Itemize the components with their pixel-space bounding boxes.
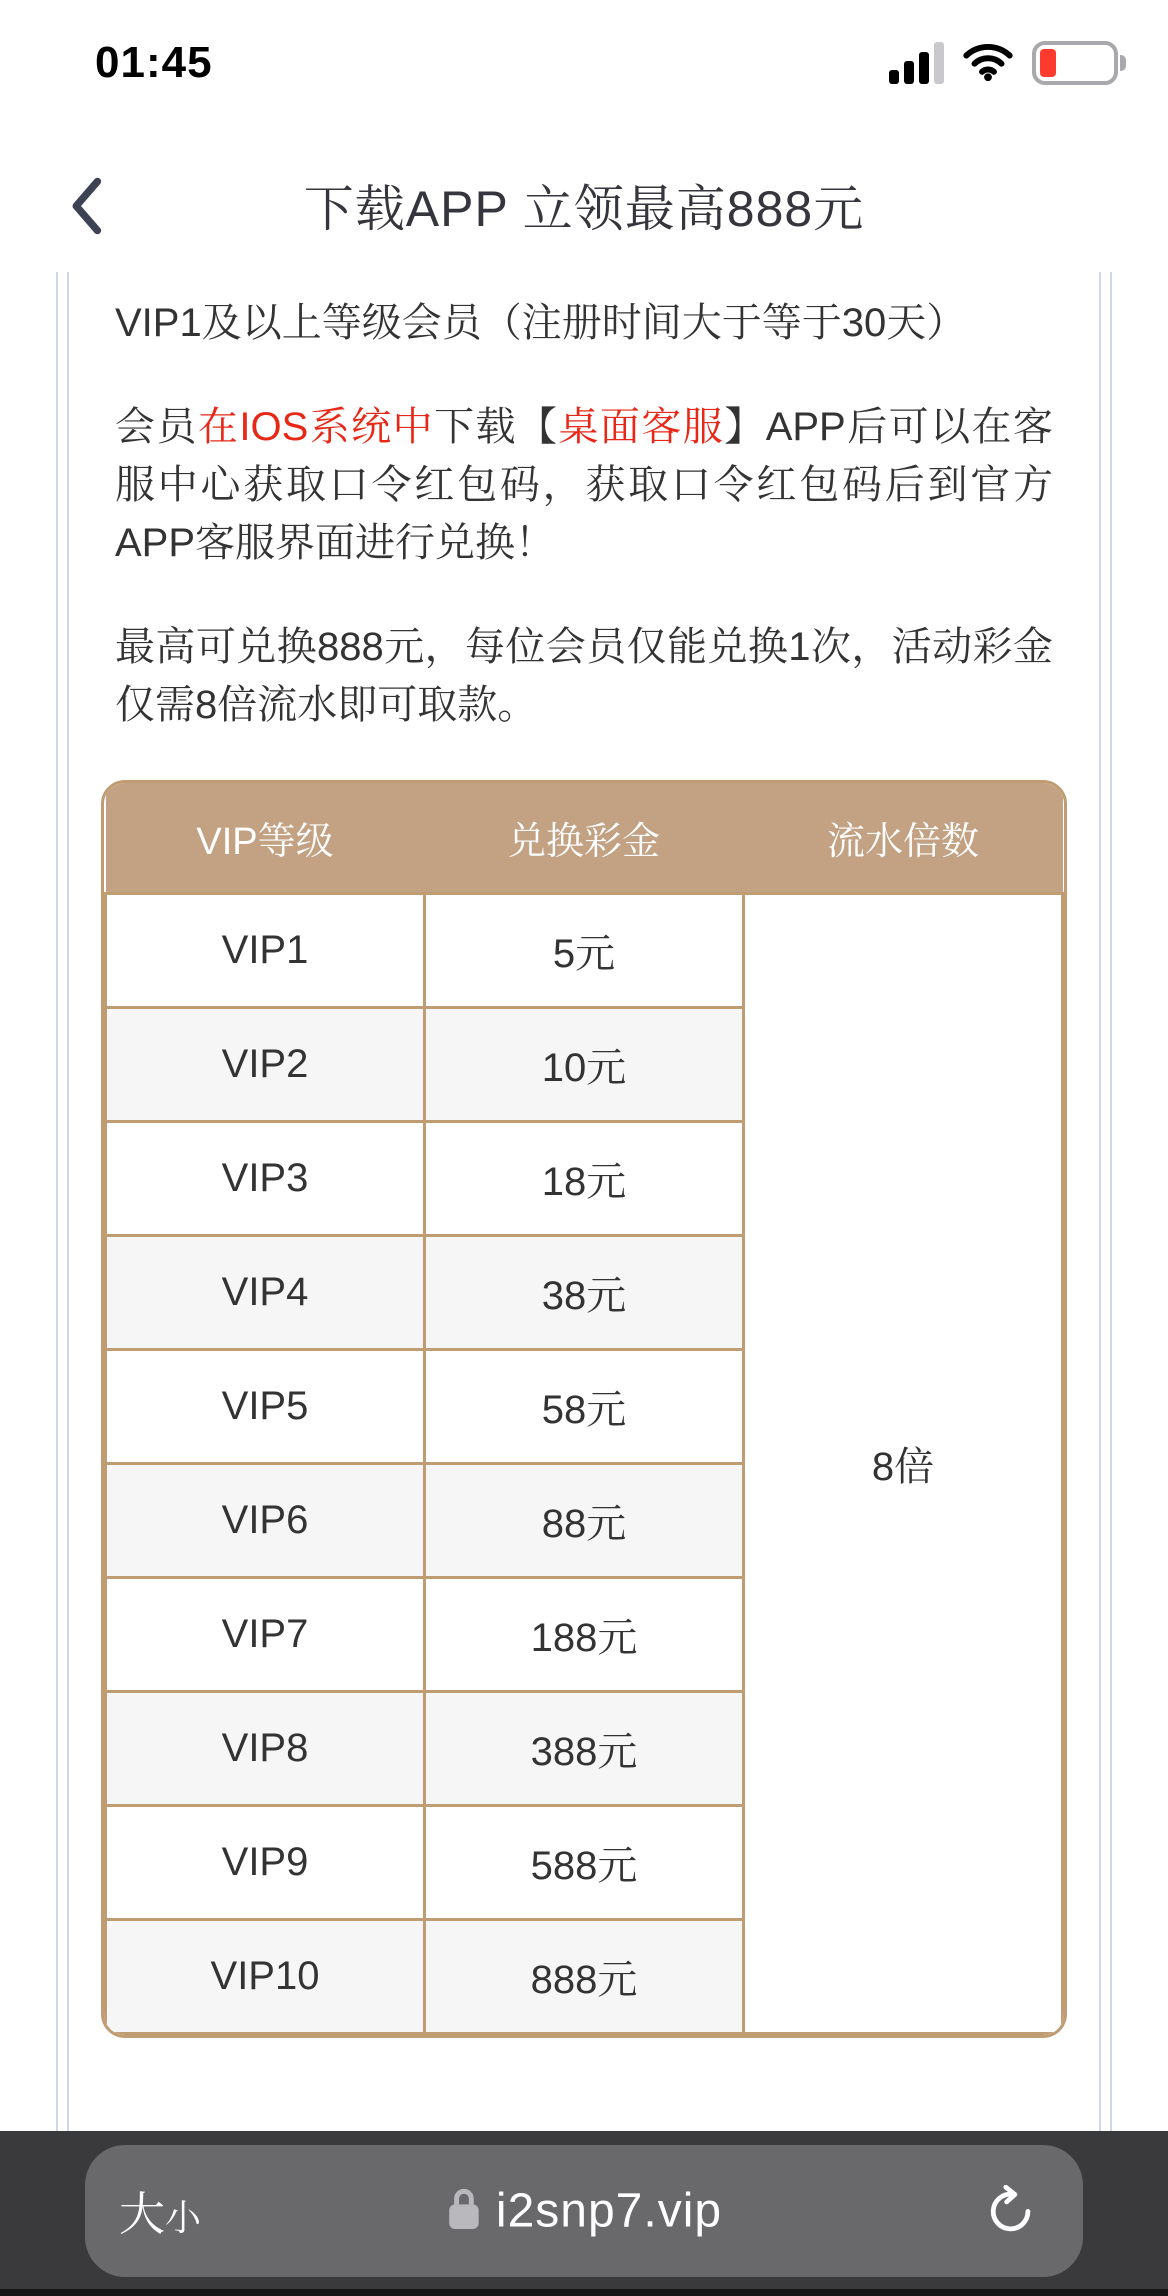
highlight-ios-text: 在IOS系统中 <box>197 405 435 449</box>
paragraph-instructions: 会员在IOS系统中下载【桌面客服】APP后可以在客服中心获取口令红包码，获取口令红包码后到官方APP客服界面进行兑换！ <box>115 405 1054 565</box>
highlight-app-name: 桌面客服 <box>558 405 725 449</box>
content-frame <box>56 272 1112 2131</box>
reload-button[interactable] <box>985 2185 1037 2237</box>
status-bar <box>0 0 1168 112</box>
cell-level: VIP4 <box>106 1235 425 1349</box>
vip-table <box>101 780 1067 2038</box>
page-title: 下载APP 立领最高888元 <box>303 181 865 237</box>
cell-amount: 18元 <box>425 1121 744 1235</box>
table-row <box>106 893 1063 1007</box>
paragraph-limits: 最高可兑换888元，每位会员仅能兑换1次，活动彩金仅需8倍流水即可取款。 <box>115 625 1053 727</box>
clock-time: 01:45 <box>95 38 213 87</box>
cell-level: VIP10 <box>106 1919 425 2033</box>
back-button[interactable] <box>68 178 112 238</box>
lock-icon <box>446 2185 482 2238</box>
cell-level: VIP7 <box>106 1577 425 1691</box>
cell-amount: 888元 <box>425 1919 744 2033</box>
content-inner <box>67 272 1101 2131</box>
nav-bar <box>0 112 1168 272</box>
cell-amount: 388元 <box>425 1691 744 1805</box>
cell-multiplier: 8倍 <box>744 893 1063 2033</box>
battery-icon <box>1032 41 1126 85</box>
cell-amount: 5元 <box>425 893 744 1007</box>
cell-amount: 588元 <box>425 1805 744 1919</box>
cell-level: VIP3 <box>106 1121 425 1235</box>
col-header-multiplier: 流水倍数 <box>744 783 1063 893</box>
cell-level: VIP5 <box>106 1349 425 1463</box>
chevron-left-icon <box>68 176 104 241</box>
browser-bar <box>0 2131 1168 2296</box>
cell-level: VIP2 <box>106 1007 425 1121</box>
cell-amount: 88元 <box>425 1463 744 1577</box>
col-header-vip-level: VIP等级 <box>106 783 425 893</box>
cell-level: VIP1 <box>106 893 425 1007</box>
cell-level: VIP9 <box>106 1805 425 1919</box>
url-text: i2snp7.vip <box>495 2184 723 2238</box>
table-header-row <box>106 783 1063 893</box>
cellular-signal-icon <box>889 42 944 84</box>
cell-amount: 10元 <box>425 1007 744 1121</box>
wifi-icon <box>962 41 1014 86</box>
paragraph-eligibility: VIP1及以上等级会员（注册时间大于等于30天） <box>115 301 967 345</box>
url-display[interactable] <box>446 2184 722 2239</box>
cell-amount: 188元 <box>425 1577 744 1691</box>
col-header-bonus: 兑换彩金 <box>425 783 744 893</box>
cell-amount: 38元 <box>425 1235 744 1349</box>
cell-level: VIP6 <box>106 1463 425 1577</box>
screen-bottom-strip <box>0 2289 1168 2296</box>
cell-amount: 58元 <box>425 1349 744 1463</box>
address-bar[interactable] <box>85 2145 1083 2277</box>
status-icons <box>889 41 1126 86</box>
text-size-button[interactable]: 大 小 <box>119 2188 202 2240</box>
cell-level: VIP8 <box>106 1691 425 1805</box>
